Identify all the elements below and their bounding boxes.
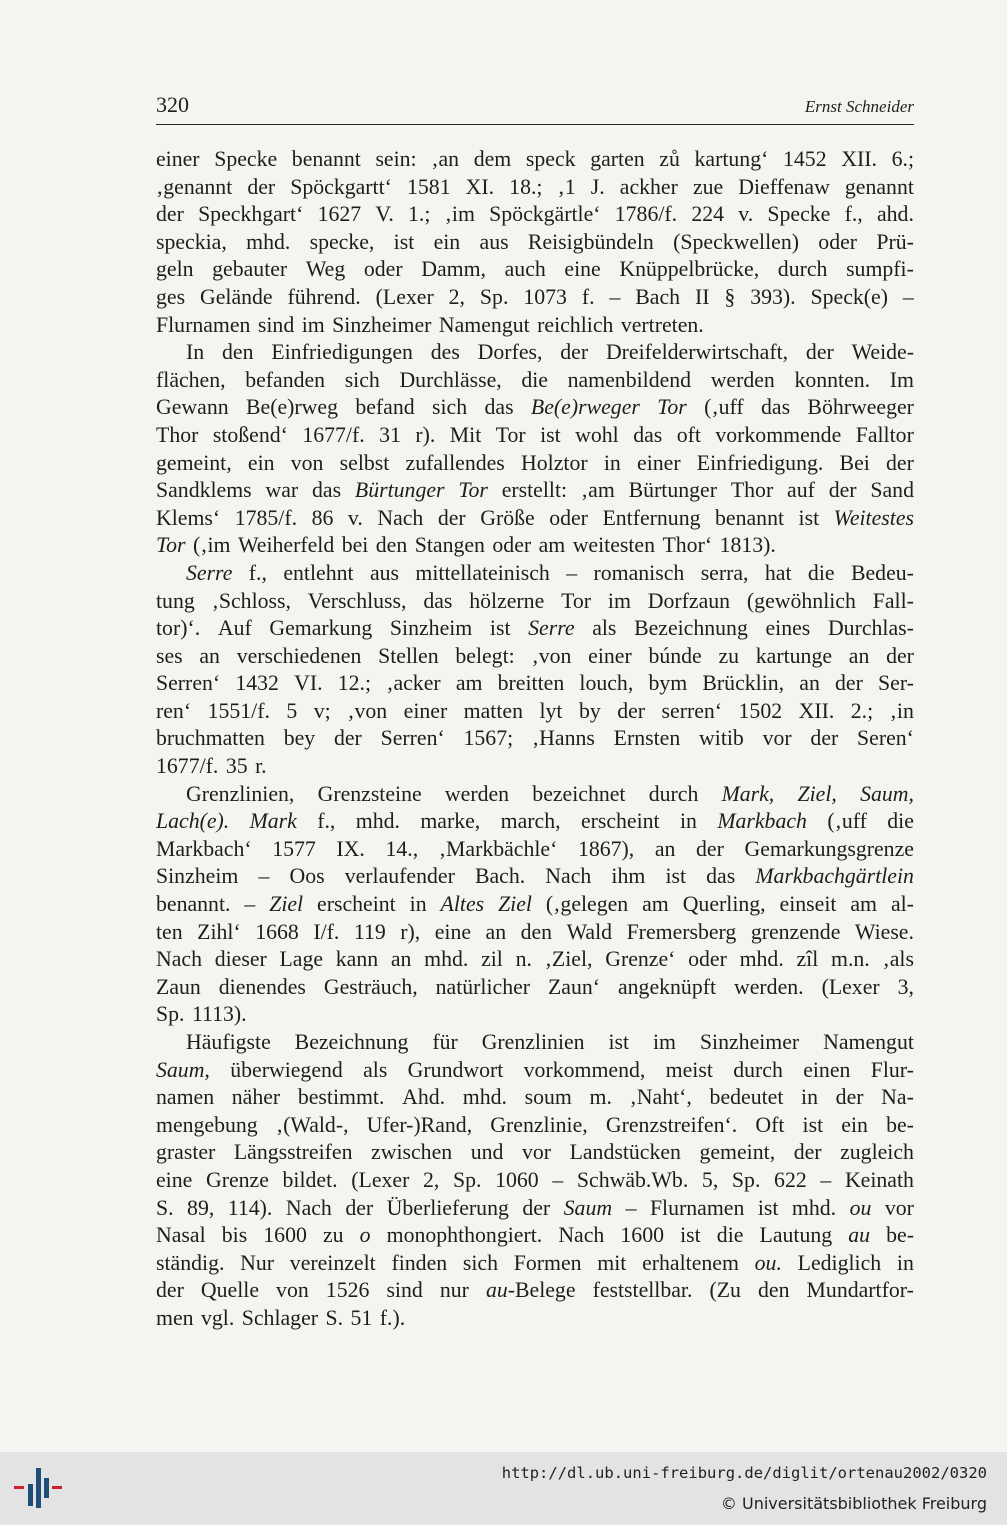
ub-freiburg-logo-icon[interactable] xyxy=(12,1464,64,1512)
text-line: men vgl. Schlager S. 51 f.). xyxy=(156,1305,406,1330)
text-line: tor)‘. Auf Gemarkung Sinzheim ist Serre als Bezeichnung eines Durchlas- xyxy=(156,616,914,641)
copyright-notice: © Universitätsbibliothek Freiburg xyxy=(720,1494,987,1513)
body-text xyxy=(156,146,914,1333)
text-line: Nach dieser Lage kann an mhd. zil n. ‚Ziel, Grenze‘ oder mhd. zîl m.n. ‚als xyxy=(156,947,914,972)
text-line: mengebung ‚(Wald-, Ufer-)Rand, Grenzlinie, Grenzstreifen‘. Oft ist ein be- xyxy=(156,1112,914,1137)
text-line: speckia, mhd. specke, ist ein aus Reisigbündeln (Speckwellen) oder Prü- xyxy=(156,229,914,254)
text-line: Tor (‚im Weiherfeld bei den Stangen oder am weitesten Thor‘ 1813). xyxy=(156,533,776,558)
text-line: In den Einfriedigungen des Dorfes, der Dreifelderwirtschaft, der Weide- xyxy=(186,340,914,365)
text-line: Nasal bis 1600 zu o monophthongiert. Nach 1600 ist die Lautung au be- xyxy=(156,1223,914,1248)
text-line: Sandklems war das Bürtunger Tor erstellt: ‚am Bürtunger Thor auf der Sand xyxy=(156,478,914,503)
text-line: Häufigste Bezeichnung für Grenzlinien ist im Sinzheimer Namengut xyxy=(186,1030,914,1054)
text-line: Thor stoßend‘ 1677/f. 31 r). Mit Tor ist wohl das oft vorkommende Falltor xyxy=(156,422,914,447)
text-line: Sp. 1113). xyxy=(156,1002,247,1027)
text-line: namen näher bestimmt. Ahd. mhd. soum m. ‚Naht‘, bedeutet in der Na- xyxy=(156,1085,914,1110)
text-line: der Speckhgart‘ 1627 V. 1.; ‚im Spöckgärtle‘ 1786/f. 224 v. Specke f., ahd. xyxy=(156,202,914,227)
text-line: ges Gelände führend. (Lexer 2, Sp. 1073 f. – Bach II § 393). Speck(e) – xyxy=(156,284,914,309)
text-line: ren‘ 1551/f. 5 v; ‚von einer matten lyt by der serren‘ 1502 XII. 2.; ‚in xyxy=(156,698,914,723)
text-line: Zaun dienendes Gesträuch, natürlicher Zaun‘ angeknüpft werden. (Lexer 3, xyxy=(156,974,914,999)
text-line: Markbach‘ 1577 IX. 14., ‚Markbächle‘ 1867), an der Gemarkungsgrenze xyxy=(156,836,914,861)
text-line: Klems‘ 1785/f. 86 v. Nach der Größe oder Entfernung benannt ist Weitestes xyxy=(156,505,914,530)
text-line: Sinzheim – Oos verlaufender Bach. Nach ihm ist das Markbachgärtlein xyxy=(156,864,914,889)
text-line: 1677/f. 35 r. xyxy=(156,754,267,779)
text-line: S. 89, 114). Nach der Überlieferung der Saum – Flurnamen ist mhd. ou vor xyxy=(156,1195,914,1220)
text-line: ses an verschiedenen Stellen belegt: ‚von einer búnde zu kartunge an der xyxy=(156,643,914,668)
text-line: Grenzlinien, Grenzsteine werden bezeichnet durch Mark, Ziel, Saum, xyxy=(186,781,914,806)
viewer-footer xyxy=(0,1452,1007,1525)
text-line: tung ‚Schloss, Verschluss, das hölzerne Tor im Dorfzaun (gewöhnlich Fall- xyxy=(156,588,914,613)
text-line: geln gebauter Weg oder Damm, auch eine Knüppelbrücke, durch sumpfi- xyxy=(156,257,914,282)
text-line: Serre f., entlehnt aus mittellateinisch – romanisch serra, hat die Bedeu- xyxy=(186,560,914,585)
text-line: ten Zihl‘ 1668 I/f. 119 r), eine an den Wald Fremersberg grenzende Wiese. xyxy=(156,919,914,944)
text-line: eine Grenze bildet. (Lexer 2, Sp. 1060 – Schwäb.Wb. 5, Sp. 622 – Keinath xyxy=(156,1167,914,1192)
text-line: gemeint, ein von selbst zufallendes Holztor in einer Einfriedigung. Bei der xyxy=(156,450,914,475)
running-head: Ernst Schneider xyxy=(804,97,914,116)
text-line: Flurnamen sind im Sinzheimer Namengut reichlich vertreten. xyxy=(156,312,704,337)
text-line: benannt. – Ziel erscheint in Altes Ziel (‚gelegen am Querling, einseit am al- xyxy=(156,892,914,917)
text-line: ständig. Nur vereinzelt finden sich Formen mit erhaltenem ou. Lediglich in xyxy=(156,1250,914,1275)
text-line: bruchmatten bey der Serren‘ 1567; ‚Hanns Ernsten witib vor der Seren‘ xyxy=(156,726,914,751)
source-url-link[interactable]: http://dl.ub.uni-freiburg.de/diglit/ortenau2002/0320 xyxy=(501,1464,987,1482)
text-line: einer Specke benannt sein: ‚an dem speck garten zů kartung‘ 1452 XII. 6.; xyxy=(156,147,914,171)
page-header xyxy=(156,92,914,125)
text-line: graster Längsstreifen zwischen und vor Landstücken gemeint, der zugleich xyxy=(156,1140,914,1165)
text-line: ‚genannt der Spöckgartt‘ 1581 XI. 18.; ‚1 J. ackher zue Dieffenaw genannt xyxy=(156,174,914,199)
text-line: Saum, überwiegend als Grundwort vorkommend, meist durch einen Flur- xyxy=(156,1057,914,1082)
text-line: Lach(e). Mark f., mhd. marke, march, erscheint in Markbach (‚uff die xyxy=(156,809,914,834)
text-line: der Quelle von 1526 sind nur au-Belege feststellbar. (Zu den Mundartfor- xyxy=(156,1278,914,1303)
page-number: 320 xyxy=(156,92,189,117)
text-line: flächen, befanden sich Durchlässe, die namenbildend werden konnten. Im xyxy=(156,367,914,392)
text-line: Gewann Be(e)rweg befand sich das Be(e)rweger Tor (‚uff das Böhrweeger xyxy=(156,395,914,420)
text-line: Serren‘ 1432 VI. 12.; ‚acker am breitten louch, bym Brücklin, an der Ser- xyxy=(156,671,914,696)
